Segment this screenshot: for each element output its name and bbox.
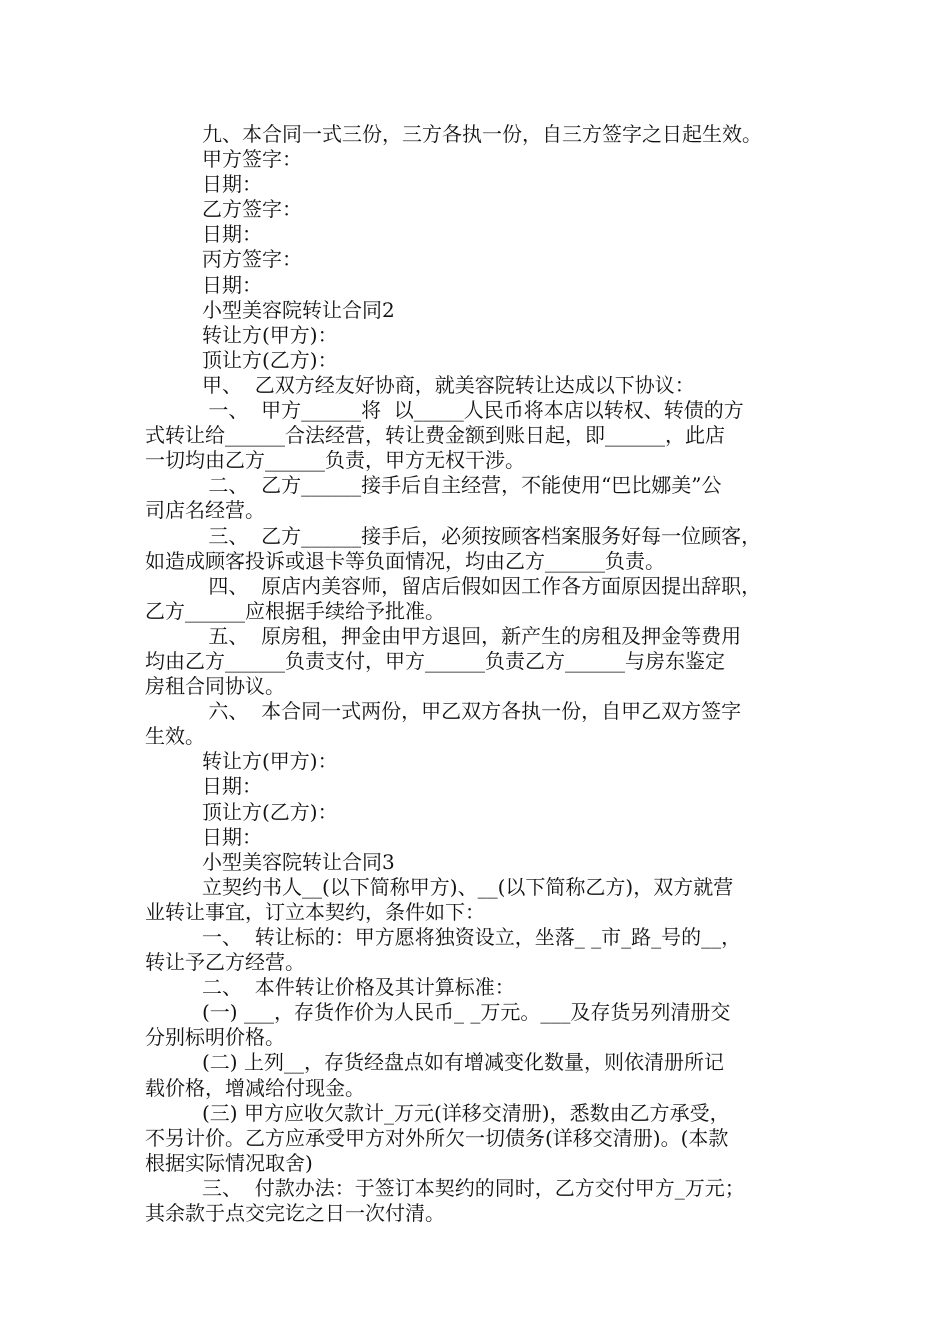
text-line: 司店名经营。 — [145, 498, 265, 523]
text-line: 乙方______应根据手续给予批准。 — [145, 598, 445, 623]
text-line: 生效。 — [145, 724, 205, 749]
text-line: 五、 原房租，押金由甲方退回，新产生的房租及押金等费用 — [202, 623, 742, 648]
text-line: 小型美容院转让合同2 — [202, 297, 395, 322]
document-body — [145, 122, 810, 1226]
text-line: 日期： — [202, 824, 262, 849]
text-line: 三、 乙方______接手后，必须按顾客档案服务好每一位顾客， — [202, 523, 762, 548]
text-line: 日期： — [202, 774, 262, 799]
text-line: 如造成顾客投诉或退卡等负面情况，均由乙方______负责。 — [145, 548, 665, 573]
text-line: 均由乙方______负责支付，甲方______负责乙方______与房东鉴定 — [145, 648, 725, 673]
text-line: 小型美容院转让合同3 — [202, 849, 395, 874]
text-line: 转让予乙方经营。 — [145, 950, 305, 975]
text-line: 转让方(甲方)： — [202, 322, 338, 347]
text-line: 六、 本合同一式两份，甲乙双方各执一份，自甲乙双方签字 — [202, 699, 742, 724]
text-line: 转让方(甲方)： — [202, 749, 338, 774]
text-line: (一) ___，存货作价为人民币_ _万元。___及存货另列清册交 — [202, 1000, 731, 1025]
text-line: 二、 本件转让价格及其计算标准： — [202, 975, 515, 1000]
text-line: 一、 甲方______将 以_____人民币将本店以转权、转债的方 — [202, 398, 744, 423]
text-line: (三) 甲方应收欠款计_万元(详移交清册)，悉数由乙方承受， — [202, 1100, 730, 1125]
text-line: 二、 乙方______接手后自主经营，不能使用“巴比娜美”公 — [202, 473, 722, 498]
text-line: 式转让给______合法经营，转让费金额到账日起，即______，此店 — [145, 423, 725, 448]
text-line: 不另计价。乙方应承受甲方对外所欠一切债务(详移交清册)。(本款 — [145, 1125, 729, 1150]
text-line: 日期： — [202, 222, 262, 247]
text-line: 顶让方(乙方)： — [202, 799, 338, 824]
text-line: 房租合同协议。 — [145, 674, 285, 699]
text-line: 甲、 乙双方经友好协商，就美容院转让达成以下协议： — [202, 372, 695, 397]
text-line: 顶让方(乙方)： — [202, 347, 338, 372]
text-line: 九、本合同一式三份，三方各执一份，自三方签字之日起生效。 — [202, 122, 762, 146]
text-line: 日期： — [202, 172, 262, 197]
text-line: 业转让事宜，订立本契约，条件如下： — [145, 899, 485, 924]
text-line: 载价格，增减给付现金。 — [145, 1075, 365, 1100]
text-line: 一、 转让标的：甲方愿将独资设立，坐落_ _市_路_号的__， — [202, 925, 742, 949]
text-line: 其余款于点交完讫之日一次付清。 — [145, 1201, 445, 1226]
text-line: 日期： — [202, 272, 262, 297]
text-line: 立契约书人__(以下简称甲方)、__(以下简称乙方)，双方就营 — [202, 874, 734, 899]
text-line: 甲方签字： — [202, 147, 302, 172]
text-line: 三、 付款办法：于签订本契约的同时，乙方交付甲方_万元； — [202, 1175, 745, 1200]
text-line: 乙方签字： — [202, 197, 302, 222]
text-line: (二) 上列__，存货经盘点如有增减变化数量，则依清册所记 — [202, 1050, 724, 1075]
text-line: 分别标明价格。 — [145, 1025, 285, 1050]
text-line: 根据实际情况取舍) — [145, 1150, 313, 1175]
text-line: 一切均由乙方______负责，甲方无权干涉。 — [145, 448, 525, 473]
text-line: 四、 原店内美容师，留店后假如因工作各方面原因提出辞职， — [202, 573, 762, 598]
text-line: 丙方签字： — [202, 247, 302, 272]
